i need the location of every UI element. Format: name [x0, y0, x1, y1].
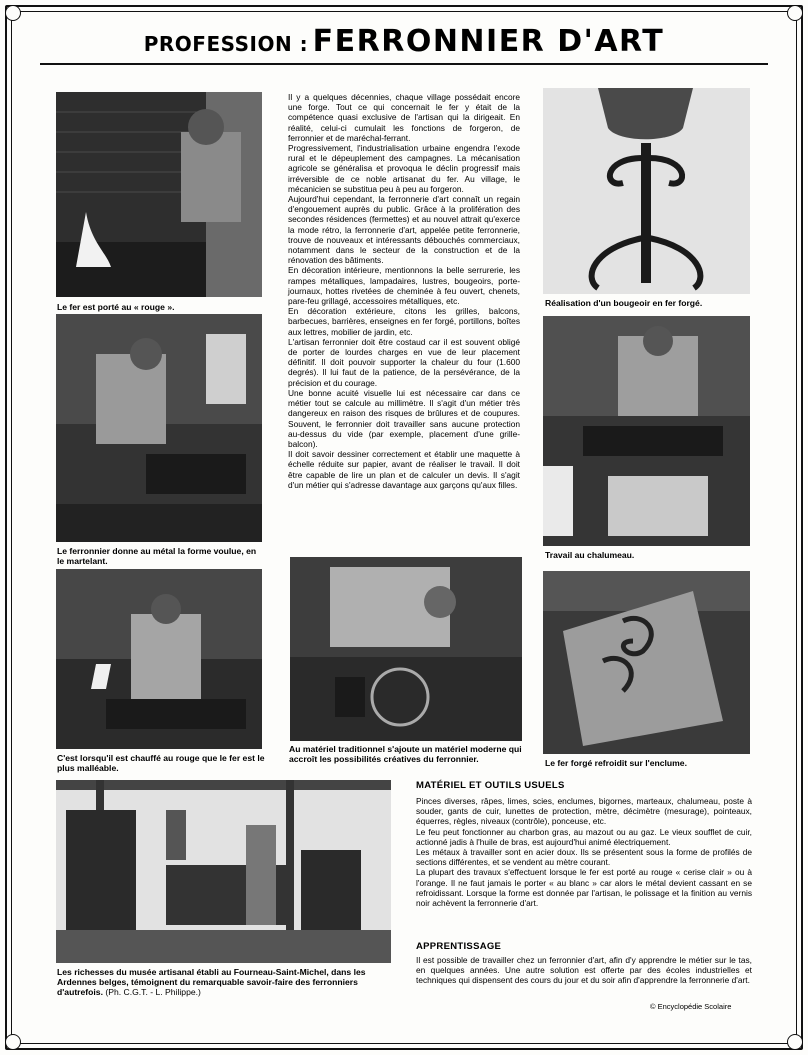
photo-blowtorch: [543, 316, 750, 546]
article-paragraph: Il doit savoir dessiner correctement et établir une maquette à échelle réduite sur papier, avant de réaliser le travail. Il doit être capable de lire un plan et de calculer un devis. Il s'agit d'un métier qui s'adresse davantage aux garçons qu'aux filles.: [288, 449, 520, 490]
caption-photo-5: Réalisation d'un bougeoir en fer forgé.: [545, 298, 703, 308]
article-paragraph: Une bonne acuité visuelle lui est nécessaire car dans ce métier tout se calcule au millimètre. Il s'agit d'un métier très dangereux en raison des risques de brûlures et de coupures. Souvent, le ferronnier doit travailler sans aucune protection au-dessus du vide (par exemple, placement d'une grille-balcon).: [288, 387, 520, 449]
article-paragraph: L'artisan ferronnier doit être costaud car il est souvent obligé de porter de lourdes charges en vue de leur placement définitif. Il doit pouvoir supporter la chaleur du four (1.600 degrés). Il lui faut de la patience, de la persévérance, de la précision et du courage.: [288, 336, 520, 388]
materiel-paragraph: Pinces diverses, râpes, limes, scies, enclumes, bigornes, marteaux, chalumeau, poste à souder, gants de cuir, lunettes de protection, mètre, décimètre (mesurage), pointeaux, équerres, règles, niveaux (contrôle), ponceuse, etc.: [416, 796, 752, 827]
photo-candlestick: [543, 88, 750, 294]
materiel-paragraph: La plupart des travaux s'effectuent lorsque le fer est porté au rouge « cerise clair » ou à l'orange. Il ne faut jamais le porter « au blanc » car alors le métal devient cassant en se refroidissant. Lorsque la forme est donnée par l'artisan, le polissage et la finition au vernis noir achèvent la ferronnerie d'art.: [416, 867, 752, 909]
photo-anvil-cooling: [543, 571, 750, 754]
caption-photo-3: C'est lorsqu'il est chauffé au rouge que le fer est le plus malléable.: [57, 753, 265, 773]
photo-red-hot-iron: [56, 569, 262, 749]
photo-hammering: [56, 314, 262, 542]
caption-photo-2: Le ferronnier donne au métal la forme voulue, en le martelant.: [57, 546, 257, 566]
section-heading-apprentissage: APPRENTISSAGE: [416, 941, 502, 952]
border-corner-ornament: [787, 1034, 803, 1050]
border-corner-ornament: [787, 5, 803, 21]
page-title: [40, 24, 768, 60]
title-rule: [40, 63, 768, 65]
border-corner-ornament: [5, 5, 21, 21]
apprentissage-paragraph: Il est possible de travailler chez un ferronnier d'art, afin d'y apprendre le métier sur le tas, en quelques années. Une autre solution est offerte par des écoles industrielles et techniques qui dispensent des cours du jour et du soir afin d'apprendre la ferronnerie d'art.: [416, 955, 752, 986]
title-main: FERRONNIER D'ART: [312, 24, 665, 59]
photo-modern-equipment: [290, 557, 522, 741]
caption-photo-7: Le fer forgé refroidit sur l'enclume.: [545, 758, 687, 768]
materiel-text: [416, 796, 752, 908]
section-heading-materiel: MATÉRIEL ET OUTILS USUELS: [416, 780, 565, 791]
materiel-paragraph: Les métaux à travailler sont en acier doux. Ils se présentent sous la forme de profilés de sections différentes, et se vendent au mètre courant.: [416, 847, 752, 868]
photo-credit: (Ph. C.G.T. - L. Philippe.): [102, 987, 201, 997]
article-paragraph: En décoration intérieure, mentionnons la belle serrurerie, les rampes métalliques, lampadaires, lustres, bougeoirs, porte-journaux, hottes rivetées de cheminée à feu ouvert, chenets, pare-feu grillagé, accessoires métalliques, etc.: [288, 265, 520, 307]
article-paragraph: En décoration extérieure, citons les grilles, balcons, barbecues, barrières, enseignes en fer forgé, portillons, boîtes aux lettres, mobilier de jardin, etc.: [288, 306, 520, 337]
photo-museum: [56, 780, 391, 963]
border-corner-ornament: [5, 1034, 21, 1050]
caption-photo-1: Le fer est porté au « rouge ».: [57, 302, 175, 312]
caption-photo-8-text: Les richesses du musée artisanal établi au Fourneau-Saint-Michel, dans les Ardennes belges, témoignent du remarquable savoir-faire des ferronniers d'autrefois.: [57, 967, 366, 997]
article-paragraph: Il y a quelques décennies, chaque village possédait encore une forge. Tout ce qui concernait le fer y était de la compétence quasi exclusive de l'artisan qui la dirigeait. En réalité, celui-ci cumulait les fonctions de forgeron, de ferronnier et de maréchal-ferrant.: [288, 92, 520, 143]
article-paragraph: Aujourd'hui cependant, la ferronnerie d'art connaît un regain d'engouement auprès du public. Grâce à la prolifération des secondes résidences (fermettes) et au nouvel attrait qu'exerce la mode rétro, la ferronnerie d'art, appelée petite ferronnerie, trouve de nouveaux et intéressants débouchés commerciaux, notamment dans le secteur de la construction et de la rénovation des bâtiments.: [288, 194, 520, 266]
caption-photo-8: [57, 967, 397, 997]
copyright-notice: © Encyclopédie Scolaire: [650, 1002, 732, 1011]
materiel-paragraph: Le feu peut fonctionner au charbon gras, au mazout ou au gaz. Le vieux soufflet de cuir, actionné jadis à l'huile de bras, est aujourd'hui animé électriquement.: [416, 826, 752, 847]
article-text: [288, 92, 520, 490]
caption-photo-4: Au matériel traditionnel s'ajoute un matériel moderne qui accroît les possibilités créatives du ferronnier.: [289, 744, 522, 764]
photo-forge-fire: [56, 92, 262, 297]
article-paragraph: Progressivement, l'industrialisation urbaine engendra l'exode rural et le dépeuplement des campagnes. La mécanisation agricole se généralisa et provoqua le déclin progressif mais irréversible de ce noble artisanat du fer. Au village, le mécanicien se substitua peu à peu au forgeron.: [288, 143, 520, 194]
apprentissage-text: [416, 955, 752, 986]
caption-photo-6: Travail au chalumeau.: [545, 550, 635, 560]
title-prefix: PROFESSION :: [143, 32, 309, 56]
